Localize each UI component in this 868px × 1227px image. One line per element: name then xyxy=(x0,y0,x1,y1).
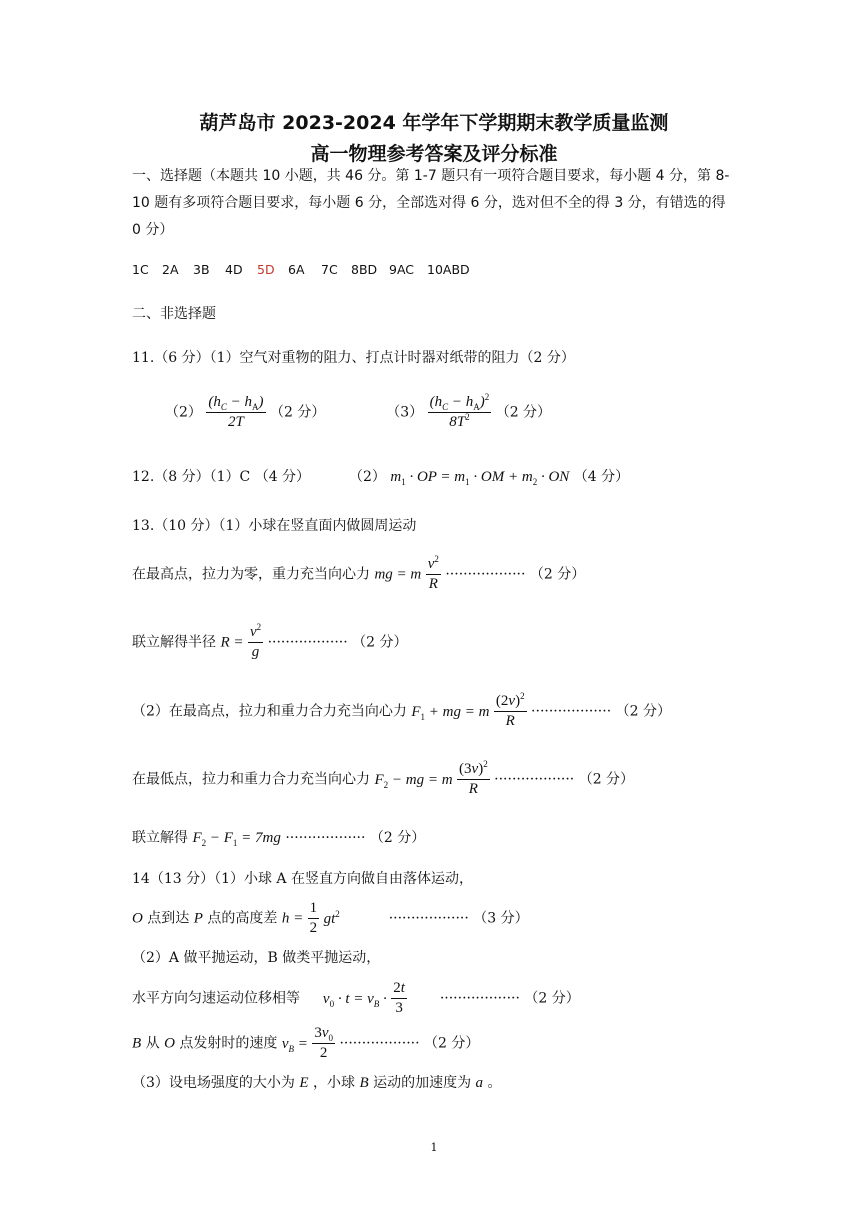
q13-score: （2 分） xyxy=(529,566,586,583)
q13-dots: ·················· xyxy=(531,703,612,720)
q14-symbol-e: E xyxy=(299,1075,309,1091)
q14-line4-text: 水平方向匀速运动位移相等 xyxy=(132,990,300,1007)
q14-point-o2: O xyxy=(164,1035,175,1052)
q11-part3-score: （2 分） xyxy=(495,404,552,421)
q13-formula-5: $F_2 - F_1 = 7mg$ xyxy=(192,830,281,848)
q13-score: （2 分） xyxy=(352,634,408,651)
q14-fraction-3: $\frac{3v_0}{2}$ xyxy=(314,1025,333,1061)
answer-item: 4D xyxy=(225,262,243,277)
q14-fraction-1: $\frac{1}{2}$ xyxy=(309,900,318,936)
q14-formula-3: $v_B$ = xyxy=(281,1035,308,1054)
q13-line3-text: 联立解得半径 xyxy=(132,634,216,651)
q14-fraction-2: $\frac{2t}{3}$ xyxy=(393,980,405,1016)
q14-line6-text3: 运动的加速度为 xyxy=(373,1075,472,1091)
q14-line5-text: 从 xyxy=(145,1035,160,1052)
q14-formula-1b: $gt^2$ xyxy=(323,908,340,927)
q14-dots: ·················· xyxy=(339,1035,420,1052)
answer-item: 1C xyxy=(132,262,149,277)
q14-score: （2 分） xyxy=(524,990,580,1007)
q14-line5-text2: 点发射时的速度 xyxy=(179,1035,278,1052)
q14-line2-text: 点到达 xyxy=(147,910,190,927)
q13-line1: 13.（10 分）（1）小球在竖直面内做圆周运动 xyxy=(132,518,417,534)
q14-point-p: P xyxy=(193,910,203,927)
q12-line xyxy=(132,469,630,487)
q13-line6 xyxy=(132,830,426,848)
answer-item: 6A xyxy=(288,262,305,277)
q14-symbol-a: a xyxy=(475,1075,484,1091)
answer-item: 8BD xyxy=(351,262,378,277)
q14-formula-1: h = xyxy=(281,910,304,927)
q13-fraction-4: $\frac{(3v)^2}{R}$ xyxy=(459,759,488,797)
section1-intro: 一、选择题（本题共 10 小题，共 46 分。第 1-7 题只有一项符合题目要求，每小题 4 分，第 8-10 题有多项符合题目要求，每小题 6 分，全部选对得 6 分，选对但不全的得 3 分，有错选的得 0 分） xyxy=(132,168,730,238)
q14-line6 xyxy=(132,1076,501,1090)
answer-item: 7C xyxy=(321,262,338,277)
q11-part3-label: （3） xyxy=(386,404,424,421)
q13-formula-2: R = xyxy=(220,634,244,651)
q14-ball-b: B xyxy=(132,1035,142,1052)
q13-formula-3: $F_1$ + mg = m xyxy=(411,703,490,722)
q14-point-o: O xyxy=(132,910,143,927)
q11-formula-3: $\frac{(h_C - h_A)^2}{8T^2}$ xyxy=(429,392,490,430)
q12-formula: $m_1$ · OP = $m_1$ · OM + $m_2$ · ON xyxy=(390,469,570,487)
q14-dots: ·················· xyxy=(439,990,520,1007)
document-title: 葫芦岛市 2023-2024 年学年下学期期末教学质量监测 xyxy=(199,112,669,134)
q11-formula-2: $\frac{(h_C - h_A)}{2T}$ xyxy=(208,394,264,430)
q14-line6-end: 。 xyxy=(487,1075,502,1091)
answer-item: 2A xyxy=(162,262,179,277)
answer-item: 9AC xyxy=(389,262,415,277)
section2-heading: 二、非选择题 xyxy=(132,306,216,322)
q11-part2-score: （2 分） xyxy=(269,404,326,421)
q13-line4 xyxy=(132,693,671,730)
q13-line5-text: 在最低点，拉力和重力合力充当向心力 xyxy=(132,771,370,788)
q14-line2-text2: 点的高度差 xyxy=(207,910,278,927)
q13-score: （2 分） xyxy=(369,830,426,846)
q14-line6-text2: ，小球 xyxy=(313,1075,355,1091)
q11-line2 xyxy=(165,394,551,434)
q14-symbol-b: B xyxy=(359,1075,369,1091)
q13-formula-1: mg = m xyxy=(374,566,422,583)
q12-part1: 12.（8 分）（1）C （4 分） xyxy=(132,469,311,485)
q13-fraction-1: $\frac{v^2}{R}$ xyxy=(427,554,439,592)
q13-dots: ·················· xyxy=(445,566,526,583)
q13-dots: ·················· xyxy=(494,771,575,788)
q11-part2-label: （2） xyxy=(165,404,202,421)
q13-dots: ·················· xyxy=(267,634,348,651)
answer-item: 5D xyxy=(257,262,275,277)
document-subtitle: 高一物理参考答案及评分标准 xyxy=(310,143,558,165)
q14-formula-2: $v_0 \cdot t = v_B$ · xyxy=(322,990,387,1009)
q14-score: （2 分） xyxy=(424,1035,480,1052)
q14-score3: （3 分） xyxy=(473,910,529,927)
page-number: 1 xyxy=(430,1141,438,1154)
answer-item: 10ABD xyxy=(427,262,470,277)
answer-item: 3B xyxy=(193,262,210,277)
q13-line4-text: （2）在最高点，拉力和重力合力充当向心力 xyxy=(132,703,407,720)
q13-formula-4: $F_2$ − mg = m xyxy=(374,771,453,790)
q13-line2 xyxy=(132,556,585,593)
q13-fraction-3: $\frac{(2v)^2}{R}$ xyxy=(495,691,525,729)
q14-line4 xyxy=(132,980,580,1017)
q12-part2-label: （2） xyxy=(348,469,386,485)
q13-line6-text: 联立解得 xyxy=(132,830,188,846)
q13-fraction-2: $\frac{v^2}{g}$ xyxy=(249,622,262,660)
q13-line5 xyxy=(132,761,634,798)
q13-dots: ·················· xyxy=(285,830,366,846)
q14-line2 xyxy=(132,900,529,937)
q12-score: （4 分） xyxy=(573,469,630,485)
q14-line6-text: （3）设电场强度的大小为 xyxy=(132,1075,295,1091)
q14-line5 xyxy=(132,1025,479,1062)
q14-line3: （2）A 做平抛运动，B 做类平抛运动， xyxy=(132,950,381,966)
q13-line3 xyxy=(132,624,408,661)
q13-score: （2 分） xyxy=(615,703,671,720)
q13-score: （2 分） xyxy=(578,771,635,788)
q14-line1: 14（13 分）（1）小球 A 在竖直方向做自由落体运动， xyxy=(132,871,473,887)
q14-dots: ·················· xyxy=(388,910,469,927)
q11-line1: 11.（6 分）（1）空气对重物的阻力、打点计时器对纸带的阻力（2 分） xyxy=(132,350,575,366)
q13-line2-text: 在最高点，拉力为零，重力充当向心力 xyxy=(132,566,370,583)
